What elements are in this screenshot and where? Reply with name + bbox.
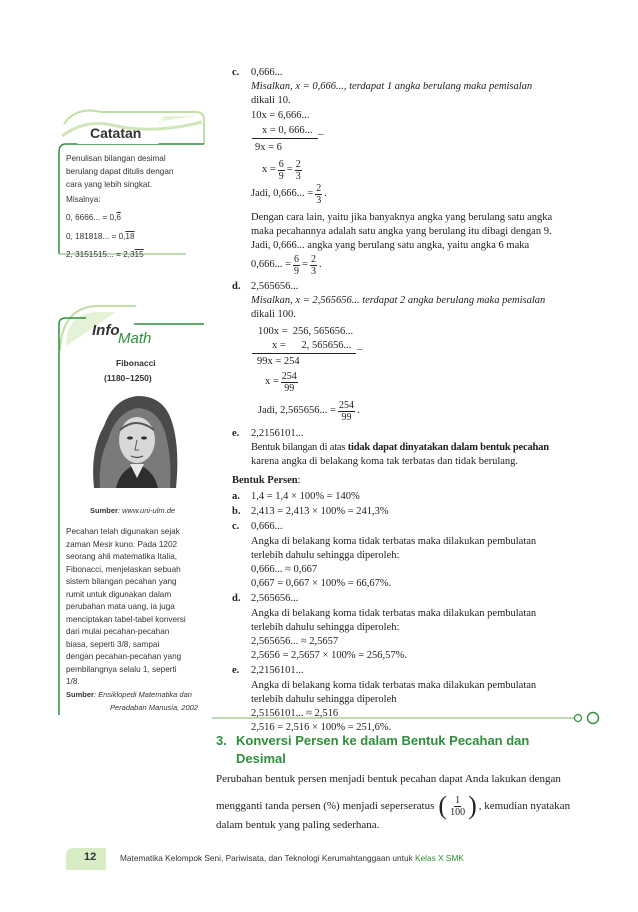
item-label: e. (232, 665, 240, 677)
catatan-line: cara yang lebih singkat. (66, 180, 153, 189)
infomath-line: pembilangnya selalu 1, seperti (66, 664, 177, 674)
text-line: terlebih dahulu sehingga diperoleh (251, 693, 397, 705)
math-line: x = 0, 666... (262, 125, 313, 136)
text-line: 0,666... (251, 67, 283, 78)
item-label: d. (232, 593, 241, 605)
text-line: dikali 10. (251, 95, 291, 106)
text-line: maka pecahannya adalah satu angka yang berulang itu dibagi dengan 9. (251, 226, 552, 237)
item-label: c. (232, 521, 240, 533)
section-heading: Bentuk Persen: (232, 475, 301, 486)
item-label: e. (232, 428, 240, 439)
text-line: 0,666... (251, 521, 283, 533)
infomath-line: biasa, seperti 3/8, sampai (66, 639, 160, 649)
text-line: 2,413 = 2,413 × 100% = 241,3% (251, 506, 389, 518)
text-line: 1,4 = 1,4 × 100% = 140% (251, 491, 360, 502)
infomath-line: 1/8. (66, 677, 80, 686)
text-line: terlebih dahulu sehingga diperoleh: (251, 621, 400, 633)
infomath-title-math: Math (118, 330, 152, 347)
infomath-line: dari mulai pecahan-pecahan (66, 627, 170, 636)
fraction-line: Jadi, 2,565656... = $\frac{254}{99}$ . (258, 399, 360, 423)
fibonacci-years: (1180–1250) (104, 373, 152, 383)
text-line: 0,667 = 0,667 × 100% = 66,67%. (251, 578, 392, 590)
infomath-title-info: Info (92, 322, 120, 339)
subtraction-rule (252, 138, 318, 139)
body-line: dalam bentuk yang paling sederhana. (216, 819, 380, 831)
page-number: 12 (84, 851, 97, 863)
catatan-line: Penulisan bilangan desimal (66, 154, 166, 163)
text-line: Angka di belakang koma tidak terbatas maka dilakukan pembulatan (251, 679, 537, 691)
catatan-title: Catatan (90, 125, 142, 141)
text-line: 2,516 = 2,516 × 100% = 251,6%. (251, 722, 392, 734)
minus-sign: – (357, 344, 363, 355)
item-label: b. (232, 506, 241, 518)
math-line: x = 2, 565656... (272, 340, 352, 351)
item-label: c. (232, 67, 240, 78)
infomath-line: sistem bilangan pecahan yang (66, 577, 177, 586)
body-line: mengganti tanda persen (%) menjadi seperseratus ( $\frac{1}{100}$ ) , kemudian nyatakan (216, 791, 571, 820)
section-title: Desimal (236, 751, 286, 766)
infomath-line: seorang ahli matematika Italia, (66, 552, 178, 561)
catatan-example: 0, 6666... = 0,6 (66, 213, 121, 222)
text-line: dikali 100. (251, 309, 296, 320)
catatan-example: 2, 3151515... = 2,315 (66, 250, 144, 259)
subtraction-rule (252, 353, 356, 354)
fraction-line: x = $\frac{254}{99}$ (265, 370, 297, 394)
infomath-line: Fibonacci, menjelaskan sebuah (66, 564, 181, 574)
infomath-paragraph (66, 526, 186, 689)
catatan-line: Misalnya: (66, 195, 101, 204)
text-line: 2,2156101... (251, 428, 304, 439)
text-line: Misalkan, x = 2,565656... terdapat 2 angka berulang maka pemisalan (251, 295, 546, 306)
item-label: a. (232, 491, 240, 502)
infomath-line: rumit untuk digunakan dalam (66, 589, 172, 599)
catatan-line: berulang dapat ditulis dengan (66, 167, 174, 176)
footer-text: Matematika Kelompok Seni, Pariwisata, dan Teknologi Kerumahtanggaan untuk Kelas X SMK (120, 853, 464, 863)
minus-sign: – (318, 129, 324, 140)
fraction-line: 0,666... = $\frac{6}{9}$ = $\frac{2}{3}$ . (251, 253, 322, 277)
text-line: 2,565656... (251, 281, 299, 292)
infomath-line: menciptakan tabel-tabel konversi (66, 614, 186, 624)
section-number: 3. (216, 733, 227, 748)
text-line: Angka di belakang koma tidak terbatas maka dilakukan pembulatan (251, 607, 537, 619)
item-label: d. (232, 281, 241, 292)
infomath-line: perubahan mata uang, ia juga (66, 602, 175, 611)
math-line: 9x = 6 (255, 142, 282, 153)
text-line: terlebih dahulu sehingga diperoleh: (251, 549, 400, 561)
fraction-line: Jadi, 0,666... = $\frac{2}{3}$ . (251, 182, 327, 206)
text-line: Bentuk bilangan di atas tidak dapat dinyatakan dalam bentuk pecahan (251, 442, 549, 453)
text-line: 2,565656... (251, 593, 299, 605)
text-line: Misalkan, x = 0,666..., terdapat 1 angka berulang maka pemisalan (251, 81, 533, 92)
catatan-example: 0, 181818... = 0,18 (66, 232, 135, 241)
text-line: 2,565656... ≈ 2,5657 (251, 636, 339, 647)
fibonacci-portrait-image (80, 390, 188, 488)
body-line: Perubahan bentuk persen menjadi bentuk pecahan dapat Anda lakukan dengan (216, 773, 561, 785)
text-line: 2,5156101... ≈ 2,516 (251, 708, 339, 719)
text-line: 2,5656 = 2,5657 × 100% = 256,57%. (251, 650, 408, 662)
infomath-reference: Sumber: Ensiklopedi Matematika dan (66, 690, 192, 699)
text-line: 2,2156101... (251, 665, 304, 677)
infomath-line: zaman Mesir kuno. Pada 1202 (66, 539, 178, 549)
infomath-line: dengan pecahan-pecahan yang (66, 652, 182, 661)
text-line: 0,666... ≈ 0,667 (251, 564, 318, 575)
infomath-reference: Peradaban Manusia, 2002 (110, 703, 198, 712)
fraction-line: x = $\frac{6}{9}$ = $\frac{2}{3}$ (262, 158, 301, 182)
portrait-source: Sumber: www.uni-ulm.de (90, 506, 176, 515)
text-line: Dengan cara lain, yaitu jika banyaknya angka yang berulang satu angka (251, 212, 553, 223)
infomath-line: Pecahan telah digunakan sejak (66, 527, 180, 536)
text-line: Angka di belakang koma tidak terbatas maka dilakukan pembulatan (251, 535, 537, 547)
math-line: 100x = 256, 565656... (258, 326, 354, 337)
math-line: 99x = 254 (257, 356, 300, 367)
text-line: karena angka di belakang koma tak terbatas dan tidak berulang. (251, 456, 519, 467)
math-line: 10x = 6,666... (251, 110, 310, 121)
section-title: Konversi Persen ke dalam Bentuk Pecahan dan (236, 733, 530, 748)
fibonacci-name: Fibonacci (116, 358, 156, 368)
section-divider (212, 710, 602, 726)
text-line: Jadi, 0,666... angka yang berulang satu angka, yaitu angka 6 maka (251, 240, 530, 251)
